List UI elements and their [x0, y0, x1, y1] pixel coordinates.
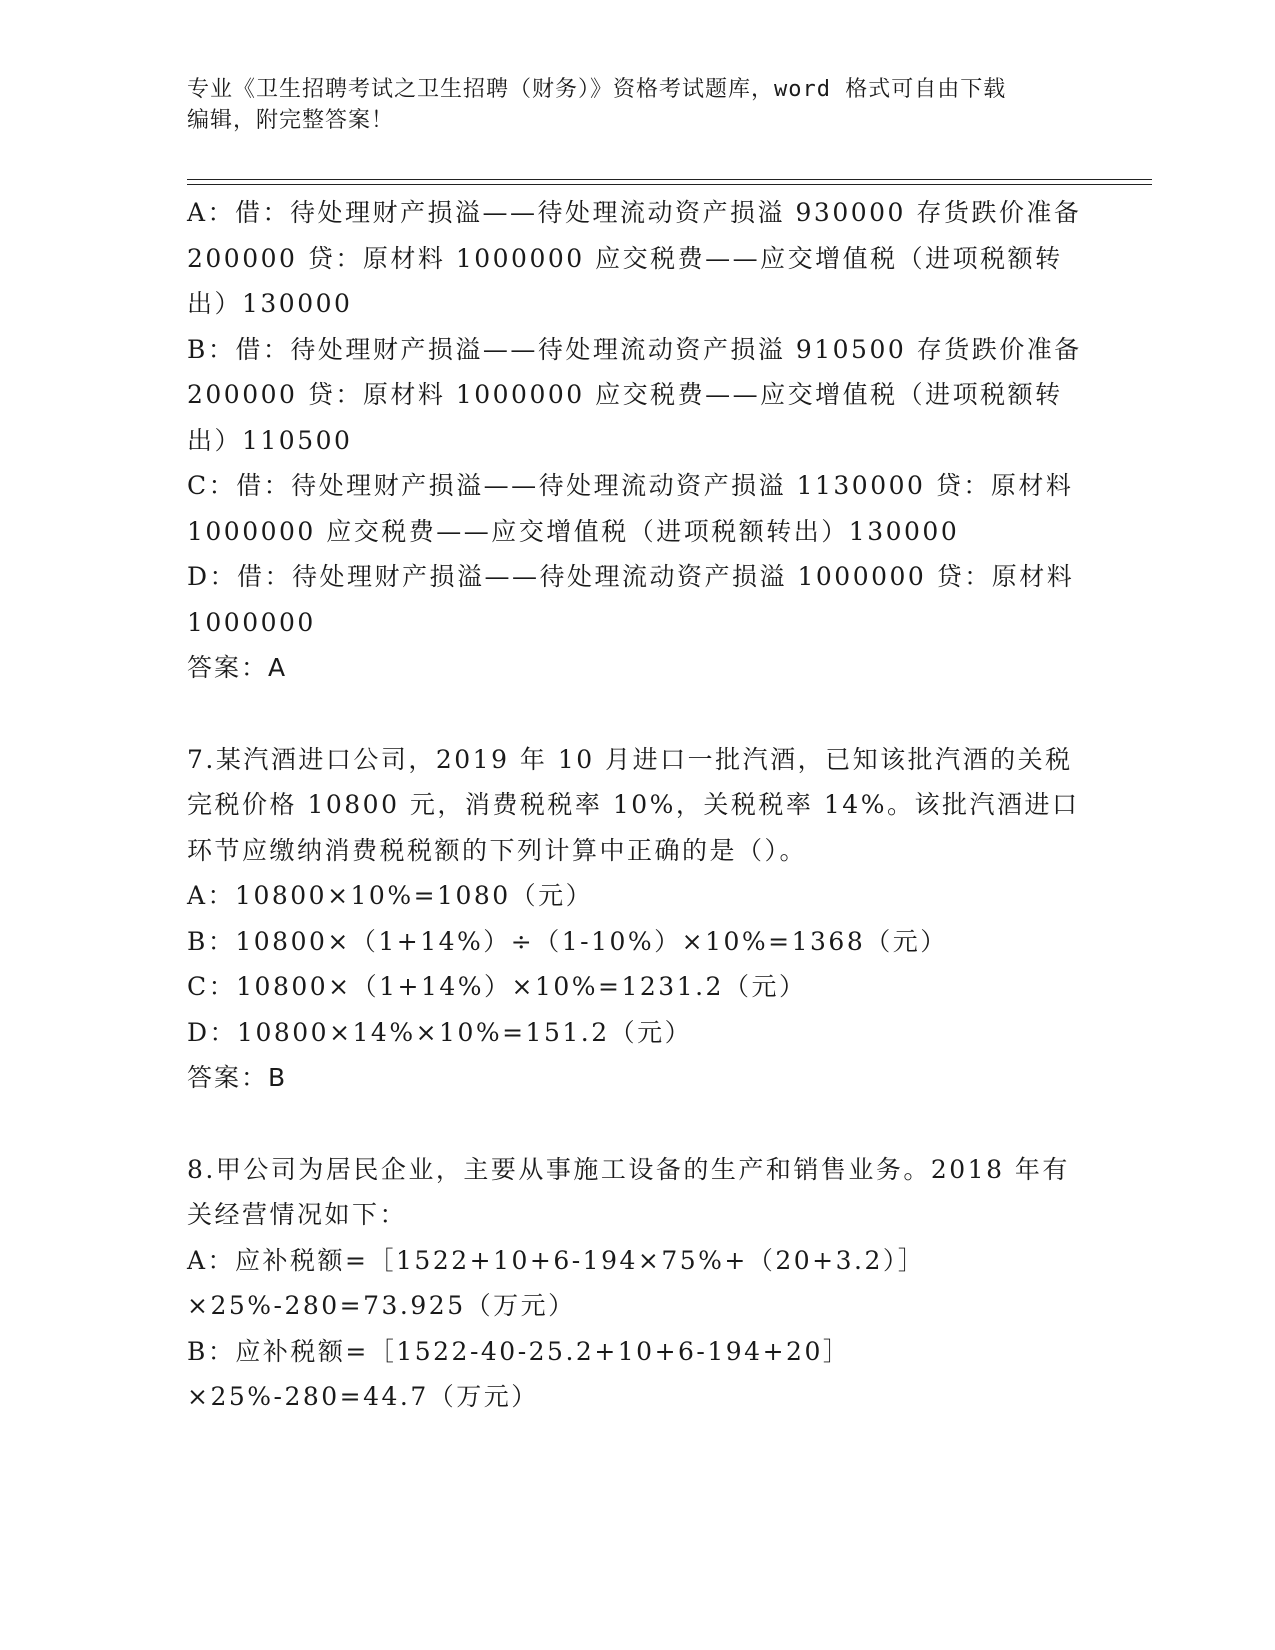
q7-option-b: B：10800×（1+14%）÷（1-10%）×10%=1368（元） [187, 926, 948, 956]
spacer [187, 691, 1087, 737]
header-divider-bottom [187, 184, 1152, 185]
header-line-2: 编辑，附完整答案！ [187, 108, 395, 133]
q8-option-a: A：应补税额=［1522+10+6-194×75%+（20+3.2）］×25%-280=73.925（万元） [187, 1245, 926, 1320]
header-divider-top [187, 179, 1152, 180]
q8-stem: 8.甲公司为居民企业，主要从事施工设备的生产和销售业务。2018 年有关经营情况如下： [187, 1154, 1070, 1229]
q7-option-c: C：10800×（1+14%）×10%=1231.2（元） [187, 972, 807, 1001]
q7-answer: 答案：B [187, 1063, 288, 1092]
q8-option-b: B：应补税额=［1522-40-25.2+10+6-194+20］×25%-280=44.7（万元） [187, 1336, 851, 1411]
q7-option-d: D：10800×14%×10%=151.2（元） [187, 1017, 693, 1047]
spacer [187, 1101, 1087, 1147]
question-6 [187, 190, 1087, 691]
document-body [187, 190, 1087, 1420]
question-8 [187, 1147, 1087, 1420]
q6-option-a: A：借：待处理财产损溢——待处理流动资产损溢 930000 存货跌价准备 200000 贷：原材料 1000000 应交税费——应交增值税（进项税额转出）130000 [187, 198, 1082, 318]
q7-stem: 7.某汽酒进口公司，2019 年 10 月进口一批汽酒，已知该批汽酒的关税完税价格 10800 元，消费税税率 10%，关税税率 14%。该批汽酒进口环节应缴纳消费税税额的下列计算中正确的是（）。 [187, 744, 1080, 865]
question-7 [187, 737, 1087, 1101]
q6-option-d: D：借：待处理财产损溢——待处理流动资产损溢 1000000 贷：原材料 1000000 [187, 562, 1075, 637]
q6-option-c: C：借：待处理财产损溢——待处理流动资产损溢 1130000 贷：原材料 1000000 应交税费——应交增值税（进项税额转出）130000 [187, 471, 1074, 546]
q6-option-b: B：借：待处理财产损溢——待处理流动资产损溢 910500 存货跌价准备 200000 贷：原材料 1000000 应交税费——应交增值税（进项税额转出）110500 [187, 334, 1082, 455]
q7-option-a: A：10800×10%=1080（元） [187, 881, 594, 910]
header-line-1: 专业《卫生招聘考试之卫生招聘（财务）》资格考试题库，word 格式可自由下载 [187, 77, 1007, 102]
q6-answer: 答案：A [187, 653, 288, 682]
document-header [187, 74, 1087, 136]
